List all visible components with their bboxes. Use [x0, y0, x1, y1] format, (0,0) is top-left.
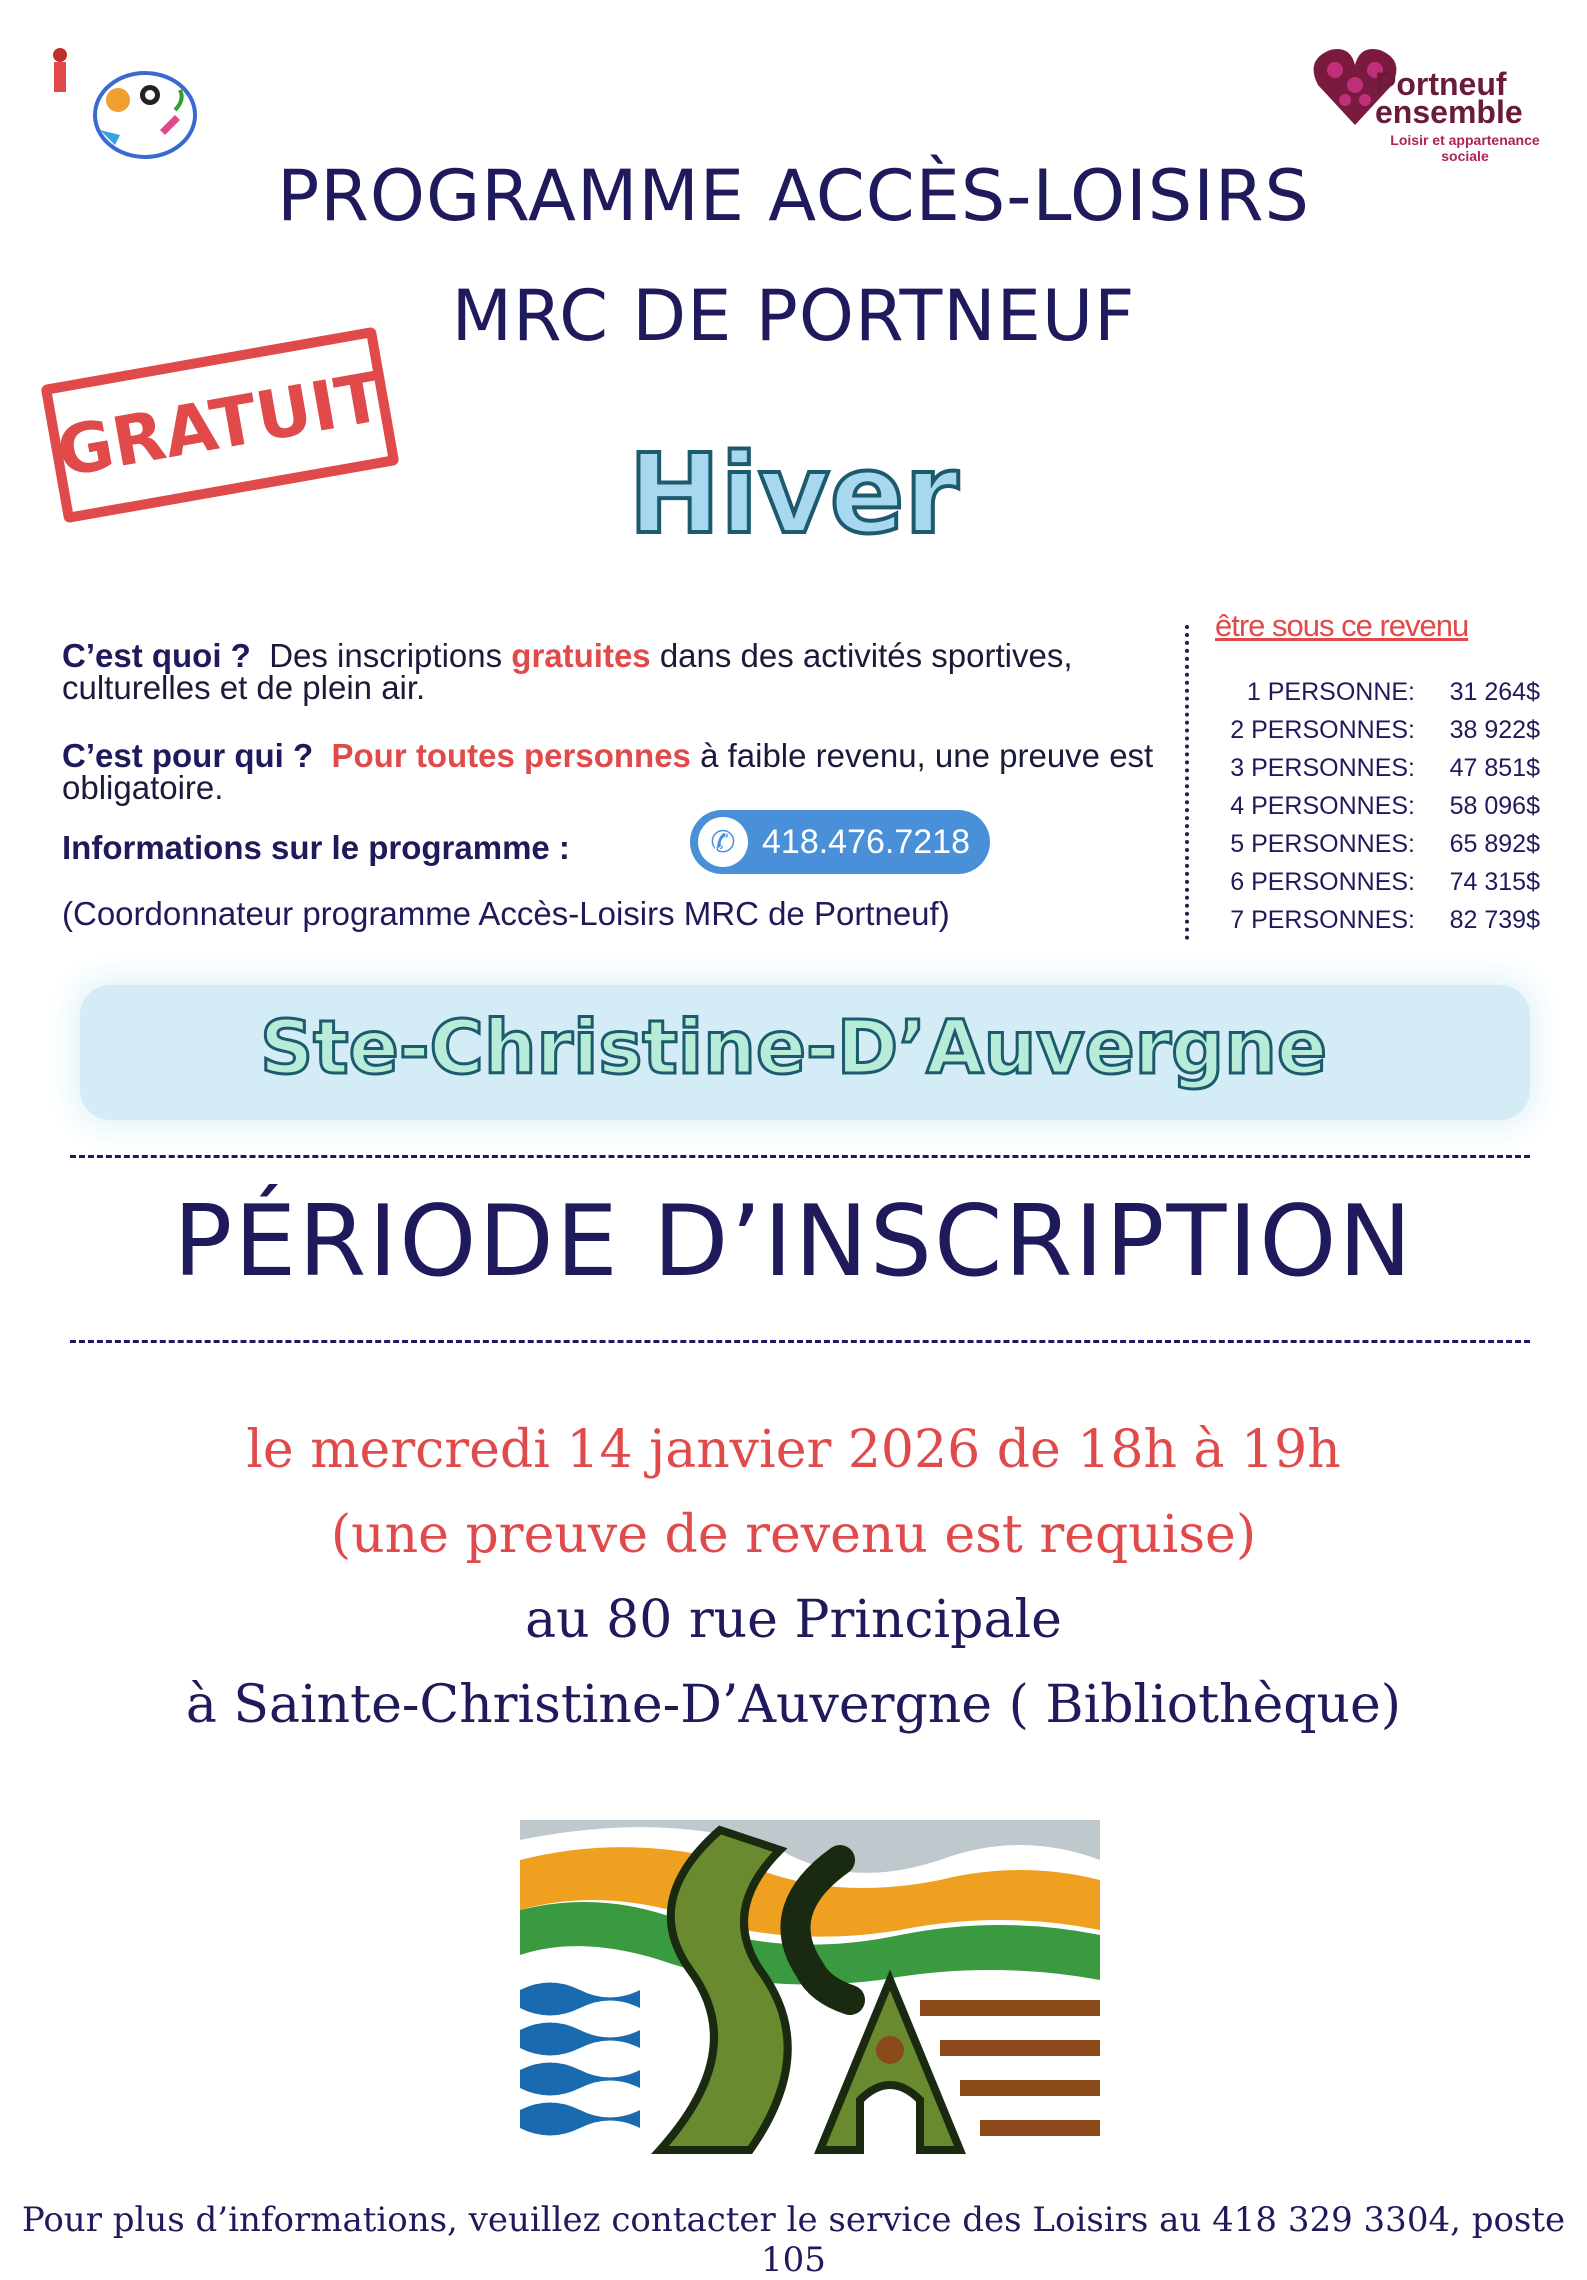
revenue-row-label: 7 PERSONNES:: [1230, 906, 1415, 934]
municipality-logo: [520, 1820, 1100, 2170]
dashed-divider-bottom: [70, 1340, 1530, 1343]
revenue-divider: [1185, 625, 1189, 940]
revenue-row-value: 65 892$: [1449, 830, 1540, 858]
phone-button[interactable]: [690, 810, 990, 874]
dashed-divider-top: [70, 1155, 1530, 1158]
revenue-row-label: 3 PERSONNES:: [1230, 754, 1415, 782]
revenue-row: [1195, 754, 1540, 783]
program-info-label: Informations sur le programme :: [62, 829, 570, 866]
who-label: C’est pour qui ?: [62, 737, 314, 774]
revenue-row-value: 74 315$: [1449, 868, 1540, 896]
activities-logo: [40, 40, 200, 170]
revenue-row-label: 1 PERSONNE:: [1246, 678, 1415, 706]
who-highlight: Pour toutes personnes: [331, 737, 691, 774]
free-stamp: GRATUIT: [40, 327, 399, 524]
revenue-row-value: 58 096$: [1449, 792, 1540, 820]
what-paragraph: C’est quoi ? Des inscriptions gratuites dans des activités sportives, culturelles et de plein air.: [62, 637, 1073, 706]
revenue-row: [1195, 868, 1540, 897]
registration-heading: PÉRIODE D’INSCRIPTION: [173, 1185, 1414, 1299]
revenue-row: [1195, 678, 1540, 707]
phone-number: 418.476.7218: [762, 822, 970, 861]
revenue-row: [1195, 906, 1540, 935]
revenue-row: [1195, 830, 1540, 859]
revenue-row: [1195, 716, 1540, 745]
season-title: Hiver: [628, 430, 959, 558]
revenue-row-label: 2 PERSONNES:: [1230, 716, 1415, 744]
phone-icon: ✆: [698, 817, 748, 867]
revenue-row-label: 5 PERSONNES:: [1230, 830, 1415, 858]
program-title: PROGRAMME ACCÈS-LOISIRS: [277, 155, 1310, 237]
revenue-row-value: 82 739$: [1449, 906, 1540, 934]
registration-address: au 80 rue Principale: [525, 1590, 1062, 1650]
footer-contact: Pour plus d’informations, veuillez contacter le service des Loisirs au 418 329 3304, poste 105: [21, 2200, 1566, 2280]
revenue-row-label: 6 PERSONNES:: [1230, 868, 1415, 896]
who-paragraph: C’est pour qui ? Pour toutes personnes à faible revenu, une preuve est obligatoire.: [62, 737, 1154, 806]
municipality-name: Ste-Christine-D’Auvergne: [259, 1005, 1328, 1091]
what-label: C’est quoi ?: [62, 637, 251, 674]
revenue-row-value: 38 922$: [1449, 716, 1540, 744]
registration-place: à Sainte-Christine-D’Auvergne ( Bibliothèque): [185, 1675, 1402, 1735]
revenue-row-value: 47 851$: [1449, 754, 1540, 782]
program-subtitle: MRC DE PORTNEUF: [451, 275, 1136, 357]
revenue-row: [1195, 792, 1540, 821]
proof-note: (une preuve de revenu est requise): [330, 1505, 1257, 1565]
revenue-row-label: 4 PERSONNES:: [1230, 792, 1415, 820]
registration-date: le mercredi 14 janvier 2026 de 18h à 19h: [246, 1420, 1341, 1480]
free-highlight: gratuites: [511, 637, 651, 674]
revenue-row-value: 31 264$: [1449, 678, 1540, 706]
coordinator-note: (Coordonnateur programme Accès-Loisirs MRC de Portneuf): [62, 895, 950, 932]
partner-subtitle: Loisir et appartenance sociale: [1390, 132, 1540, 164]
partner-name: Portneuf ensemble: [1375, 66, 1523, 130]
revenue-heading: être sous ce revenu: [1215, 608, 1469, 643]
